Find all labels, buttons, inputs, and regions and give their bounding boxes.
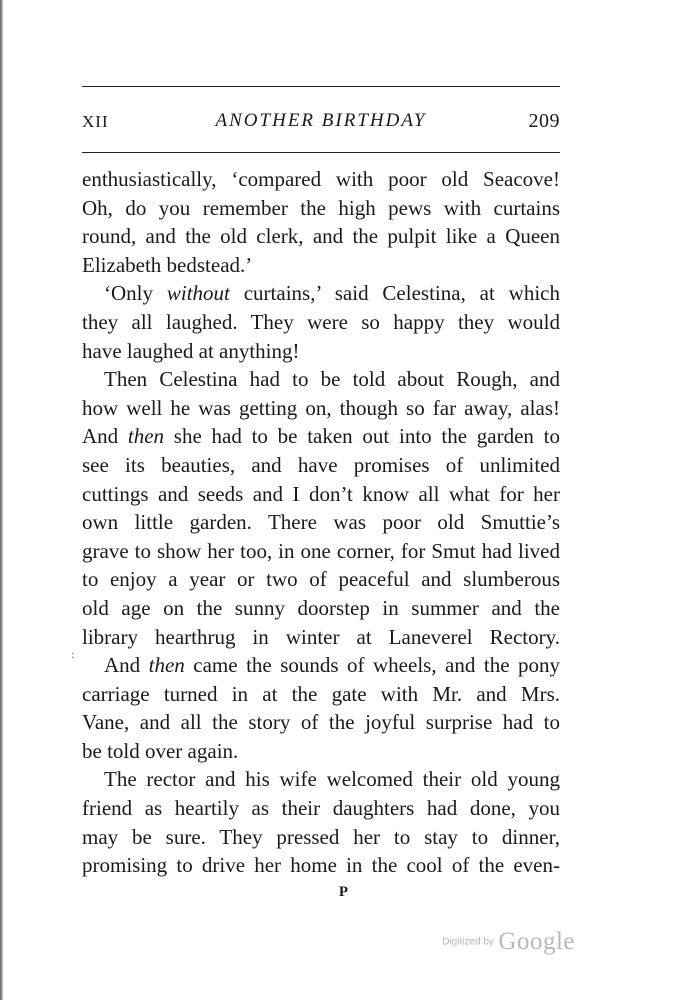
text-line: Then Celestina had to be told about Rough, and [104, 367, 560, 392]
header-top-rule [82, 86, 560, 87]
google-logo: Google [498, 928, 575, 955]
digitized-watermark [442, 928, 575, 956]
text-line: round, and the old clerk, and the pulpit like a Queen [82, 224, 560, 249]
text-line: carriage turned in at the gate with Mr. and Mrs. [82, 681, 560, 706]
chapter-number: XII [82, 112, 109, 131]
text-line: Vane, and all the story of the joyful surprise had to [82, 710, 560, 735]
text-line: friend as heartily as their daughters had done, you [82, 796, 560, 821]
body-text [82, 165, 560, 880]
text-line: how well he was getting on, though so far away, alas! [82, 395, 560, 420]
text-line: own little garden. There was poor old Smuttie’s [82, 510, 560, 535]
text-line: ‘Only without curtains,’ said Celestina, at which [104, 281, 561, 306]
text-line: Oh, do you remember the high pews with curtains [82, 195, 560, 220]
text-line: And then she had to be taken out into the garden to [82, 424, 560, 449]
text-line: may be sure. They pressed her to stay to dinner, [82, 824, 560, 849]
margin-mark: : [71, 650, 75, 661]
page-number: 209 [528, 110, 560, 132]
text-line: they all laughed. They were so happy they would [82, 309, 560, 334]
text-line: promising to drive her home in the cool of the even- [82, 853, 560, 878]
digitized-by-text: Digitized by [442, 936, 494, 948]
text-line: The rector and his wife welcomed their old young [104, 767, 560, 792]
text-line: have laughed at anything! [82, 338, 300, 363]
text-line: And then came the sounds of wheels, and the pony [104, 653, 560, 678]
text-line: cuttings and seeds and I don’t know all what for her [82, 481, 560, 506]
running-title: ANOTHER BIRTHDAY [215, 110, 427, 131]
text-line: library hearthrug in winter at Laneverel Rectory. [82, 624, 560, 649]
text-line: see its beauties, and have promises of unlimited [82, 452, 560, 477]
header-bottom-rule [82, 152, 560, 153]
text-line: enthusiastically, ‘compared with poor old Seacove! [82, 167, 560, 191]
text-line: grave to show her too, in one corner, for Smut had lived [82, 538, 560, 563]
text-line: be told over again. [82, 738, 239, 763]
text-line: Elizabeth bedstead.’ [82, 252, 253, 277]
text-line: to enjoy a year or two of peaceful and slumberous [82, 567, 560, 592]
text-line: old age on the sunny doorstep in summer and the [82, 595, 560, 620]
signature-mark: P [338, 884, 349, 900]
running-header [82, 110, 560, 136]
page-edge-shadow [0, 0, 3, 1000]
